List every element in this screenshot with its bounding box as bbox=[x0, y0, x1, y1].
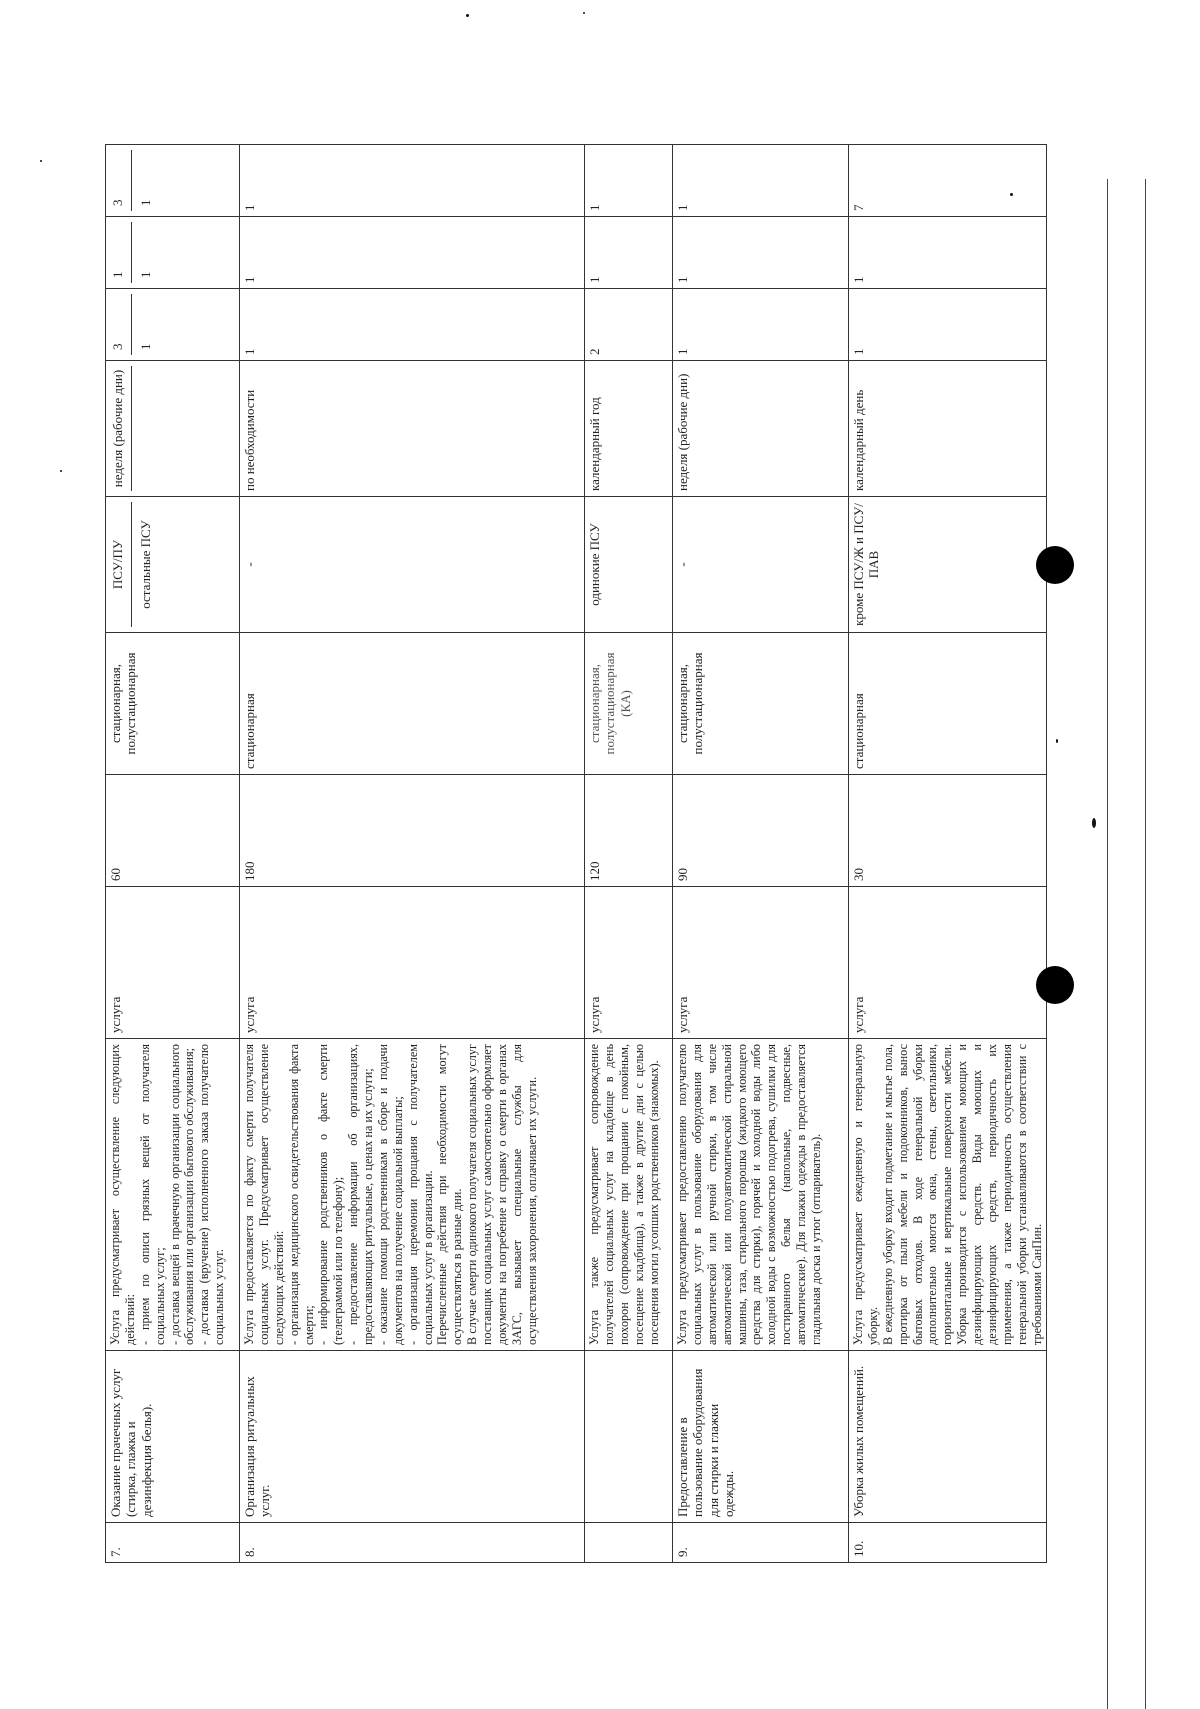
description-line: В случае смерти одинокого получателя социальных услуг поставщик социальных услуг самостоятельно оформляет документы на погребение и справку о смерти в органах ЗАГС, вызывает специальные службы для осуществления захоронения, оплачивает их услуги. bbox=[465, 1044, 539, 1345]
service-description bbox=[240, 1039, 585, 1351]
table-row bbox=[585, 145, 673, 1563]
row-number: 8. bbox=[240, 1523, 585, 1563]
service-description bbox=[585, 1039, 673, 1351]
page-edge-line bbox=[1107, 179, 1108, 1709]
count-cell-3: 7 bbox=[849, 145, 1047, 217]
time-cell: 30 bbox=[849, 775, 1047, 887]
description-line: Услуга предусматривает осуществление следующих действий: bbox=[108, 1044, 137, 1345]
row-number: 7. bbox=[106, 1523, 240, 1563]
psu-cell: - bbox=[673, 497, 849, 633]
punch-hole bbox=[1036, 546, 1074, 584]
unit-cell: услуга bbox=[240, 887, 585, 1039]
count-cell-1: 1 bbox=[849, 289, 1047, 361]
count-cell-1: 1 bbox=[673, 289, 849, 361]
description-line: В ежедневную уборку входит подметание и мытье пола, протирка от пыли мебели и подоконников, вынос бытовых отходов. В ходе генеральной уборки дополнительно моются окна, стены, светильники, горизонтальные и вертикальные поверхности мебели. Уборка производится с использованием моющих и дезинфицирующих средств. Виды моющих и дезинфицирующих средств, периодичность их применения, а также периодичность осуществления генеральной уборки устанавливаются в соответствии с требованиями СанПин. bbox=[880, 1044, 1044, 1345]
count-value: 1 bbox=[108, 222, 132, 283]
period-cell: календарный год bbox=[585, 361, 673, 497]
period-cell: неделя (рабочие дни) bbox=[673, 361, 849, 497]
description-line: Услуга предусматривает ежедневную и генеральную уборку. bbox=[851, 1044, 880, 1345]
service-name: Организация ритуальных услуг. bbox=[240, 1351, 585, 1523]
description-line: - предоставление информации об организациях, предоставляющих ритуальные, о ценах на их услуги; bbox=[346, 1044, 375, 1345]
scan-speck bbox=[60, 470, 62, 472]
count-cell-2: 1 bbox=[585, 217, 673, 289]
description-line: - доставка вещей в прачечную организации социального обслуживания или организации бытового обслуживания; bbox=[167, 1044, 197, 1345]
count-subvalue: 1 bbox=[138, 199, 154, 206]
description-line: Услуга предоставляется по факту смерти получателя социальных услуг. Предусматривает осуществление следующих действий: bbox=[242, 1044, 286, 1345]
count-cell-3: 1 bbox=[673, 145, 849, 217]
row-number: 9. bbox=[673, 1523, 849, 1563]
count-subvalue: 1 bbox=[138, 271, 154, 278]
scan-speck bbox=[1092, 818, 1096, 828]
count-value: 3 bbox=[108, 150, 132, 211]
count-cell-1 bbox=[106, 289, 240, 361]
form-cell: стационарная, полустационарная (КА) bbox=[585, 633, 673, 775]
unit-cell: услуга bbox=[106, 887, 240, 1039]
psu-subvalue: остальные ПСУ bbox=[138, 520, 154, 609]
form-cell: стационарная, полустационарная bbox=[673, 633, 849, 775]
time-cell: 120 bbox=[585, 775, 673, 887]
count-value: 3 bbox=[108, 294, 132, 355]
time-cell: 60 bbox=[106, 775, 240, 887]
description-line: Услуга также предусматривает сопровождение получателей социальных услуг на кладбище в день похорон (сопровождение при прощании с покойным, посещение кладбища), а также в другие дни с целью посещения могил усопших родственников (знакомых). bbox=[587, 1044, 661, 1345]
count-cell-2 bbox=[106, 217, 240, 289]
description-line: - информирование родственников о факте смерти (телеграммой или по телефону); bbox=[316, 1044, 346, 1345]
service-name: Предоставление в пользование оборудования для стирки и глажки одежды. bbox=[673, 1351, 849, 1523]
psu-cell bbox=[106, 497, 240, 633]
table-row bbox=[849, 145, 1047, 1563]
description-line: - прием по описи грязных вещей от получателя социальных услуг; bbox=[137, 1044, 167, 1345]
form-cell: стационарная bbox=[240, 633, 585, 775]
count-cell-1: 1 bbox=[240, 289, 585, 361]
social-services-table bbox=[105, 144, 1047, 1563]
period-cell: по необходимости bbox=[240, 361, 585, 497]
count-cell-3: 1 bbox=[585, 145, 673, 217]
psu-cell: одинокие ПСУ bbox=[585, 497, 673, 633]
form-cell: стационарная bbox=[849, 633, 1047, 775]
description-line: Перечисленные действия при необходимости могут осуществляться в разные дни. bbox=[435, 1044, 465, 1345]
time-cell: 180 bbox=[240, 775, 585, 887]
table-row bbox=[240, 145, 585, 1563]
table-row bbox=[106, 145, 240, 1563]
unit-cell: услуга bbox=[585, 887, 673, 1039]
count-cell-2: 1 bbox=[673, 217, 849, 289]
count-cell-1: 2 bbox=[585, 289, 673, 361]
period-cell bbox=[106, 361, 240, 497]
service-name bbox=[585, 1351, 673, 1523]
count-cell-2: 1 bbox=[849, 217, 1047, 289]
scan-speck bbox=[583, 12, 585, 14]
service-description bbox=[106, 1039, 240, 1351]
count-cell-3: 1 bbox=[240, 145, 585, 217]
page-edge-line bbox=[1145, 179, 1146, 1709]
row-number: 10. bbox=[849, 1523, 1047, 1563]
table-row bbox=[673, 145, 849, 1563]
row-number bbox=[585, 1523, 673, 1563]
scan-speck bbox=[1010, 193, 1013, 196]
description-line: - оказание помощи родственникам в сборе и подачи документов на получение социальной выплаты; bbox=[375, 1044, 405, 1345]
service-description bbox=[673, 1039, 849, 1351]
count-cell-3 bbox=[106, 145, 240, 217]
scan-speck bbox=[466, 14, 469, 17]
psu-cell: кроме ПСУ/Ж и ПСУ/ПАВ bbox=[849, 497, 1047, 633]
count-subvalue: 1 bbox=[138, 343, 154, 350]
description-line: - организация медицинского освидетельствования факта смерти; bbox=[286, 1044, 316, 1345]
count-cell-2: 1 bbox=[240, 217, 585, 289]
period-cell: календарный день bbox=[849, 361, 1047, 497]
form-cell: стационарная, полустационарная bbox=[106, 633, 240, 775]
period-value: неделя (рабочие дни) bbox=[108, 366, 132, 491]
service-name: Оказание прачечных услуг (стирка, глажка и дезинфекция белья). bbox=[106, 1351, 240, 1523]
service-description bbox=[849, 1039, 1047, 1351]
unit-cell: услуга bbox=[849, 887, 1047, 1039]
description-line: - организация церемонии прощания с получателем социальных услуг в организации. bbox=[405, 1044, 435, 1345]
service-name: Уборка жилых помещений. bbox=[849, 1351, 1047, 1523]
punch-hole bbox=[1036, 966, 1074, 1004]
unit-cell: услуга bbox=[673, 887, 849, 1039]
scan-speck bbox=[1056, 739, 1058, 743]
psu-header: ПСУ/ПУ bbox=[108, 502, 132, 627]
psu-cell: - bbox=[240, 497, 585, 633]
scan-speck bbox=[40, 160, 42, 162]
description-line: Услуга предусматривает предоставлению получателю социальных услуг в пользование оборудования для автоматической или ручной стирки, в том числе автоматической или полуавтоматической стиральной машины, таза, стирального порошка (жидкого моющего средства для стирки), горячей и холодной воды либо холодной воды с возможностью подогрева, сушилки для постиранного белья (напольные, подвесные, автоматические). Для глажки одежды в предоставляется гладильная доска и утюг (отпариватель). bbox=[675, 1044, 823, 1345]
description-line: - доставка (вручение) исполненного заказа получателю социальных услуг. bbox=[197, 1044, 227, 1345]
time-cell: 90 bbox=[673, 775, 849, 887]
